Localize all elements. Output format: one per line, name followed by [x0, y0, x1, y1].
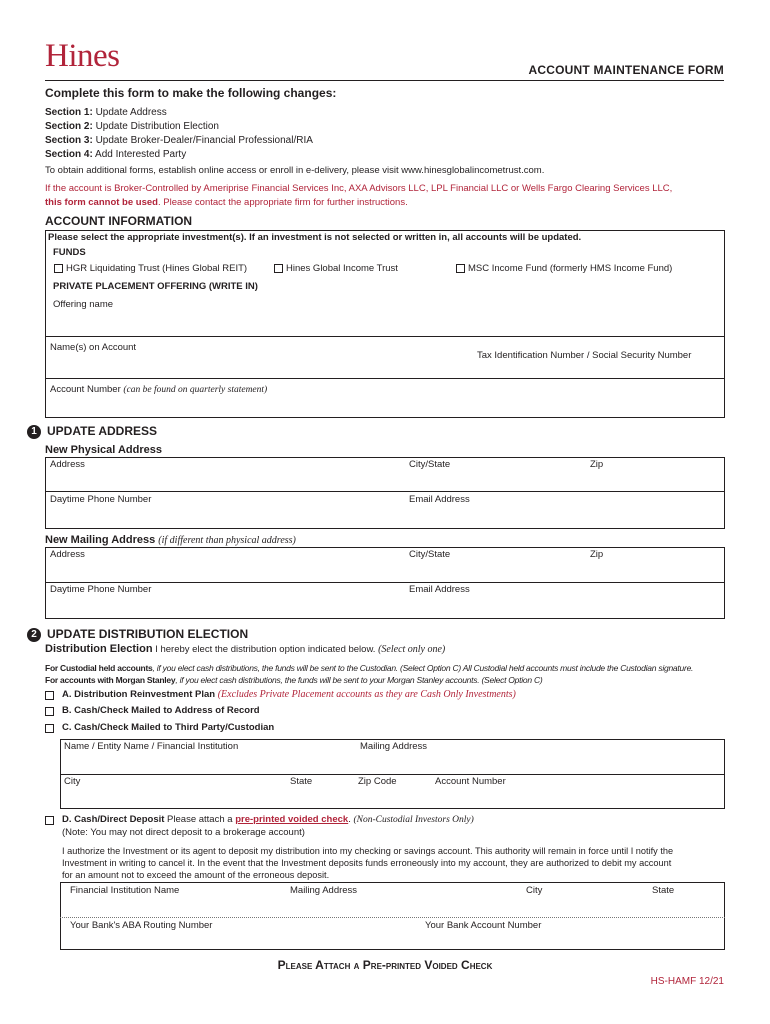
voided-check-link[interactable]: pre-printed voided check	[235, 814, 349, 825]
bank-state-field[interactable]: State	[652, 885, 675, 896]
bank-account-field[interactable]: Your Bank Account Number	[425, 920, 542, 931]
account-number-field[interactable]: Account Number (can be found on quarterly statement)	[50, 384, 268, 395]
mailing-address-heading: New Mailing Address (if different than physical address)	[45, 534, 296, 546]
option-c-checkbox[interactable]	[45, 724, 54, 733]
physical-email-field[interactable]: Email Address	[409, 494, 470, 505]
fund-label-msc: MSC Income Fund (formerly HMS Income Fund)	[468, 263, 673, 274]
authorization-text: I authorize the Investment or its agent to deposit my distribution into my checking or savings account. This authority will remain in force until I notify the Investment in writing to cancel it. In the event that the Investment deposits funds erroneously into my account, they are authorized to debit my account for an amount not to exceed the amount of the erroneous deposit.	[62, 846, 674, 880]
divider	[45, 582, 725, 583]
divider	[45, 378, 725, 379]
form-title: ACCOUNT MAINTENANCE FORM	[528, 63, 724, 77]
mailing-address-field[interactable]: Address	[50, 549, 85, 560]
mailing-address-box	[45, 547, 725, 619]
section-list-item: Section 4: Add Interested Party	[45, 149, 187, 160]
bank-mailing-field[interactable]: Mailing Address	[290, 885, 358, 896]
third-party-city-field[interactable]: City	[64, 776, 81, 787]
custodial-note: For Custodial held accounts, if you elect cash distributions, the funds will be sent to the Custodian. (Select Option C) All Custodial held accounts must include the Custodian signature.	[45, 663, 694, 673]
option-b-checkbox[interactable]	[45, 707, 54, 716]
section-number-badge: 1	[27, 425, 41, 439]
divider	[45, 336, 725, 337]
funds-label: FUNDS	[53, 247, 86, 258]
broker-warning: If the account is Broker-Controlled by Ameriprise Financial Services Inc, AXA Advisors LLC, LPL Financial LLC or Wells Fargo Clearing Services LLC, this form cannot be used. Please contact the appropriate firm for further instructions.	[45, 183, 673, 208]
physical-address-box	[45, 457, 725, 529]
section-list-item: Section 3: Update Broker-Dealer/Financial Professional/RIA	[45, 135, 313, 146]
physical-address-heading: New Physical Address	[45, 444, 162, 456]
mailing-city-state-field[interactable]: City/State	[409, 549, 451, 560]
hines-logo: Hines	[45, 38, 120, 74]
physical-address-field[interactable]: Address	[50, 459, 85, 470]
section-number-badge: 2	[27, 628, 41, 642]
third-party-account-field[interactable]: Account Number	[435, 776, 506, 787]
mailing-email-field[interactable]: Email Address	[409, 584, 470, 595]
option-c-label: C. Cash/Check Mailed to Third Party/Custodian	[62, 722, 275, 733]
divider	[60, 917, 725, 918]
morgan-stanley-note: For accounts with Morgan Stanley, if you elect cash distributions, the funds will be sent to your Morgan Stanley accounts. (Select Option C)	[45, 675, 543, 685]
section2-heading: 2 UPDATE DISTRIBUTION ELECTION	[27, 627, 248, 642]
physical-city-state-field[interactable]: City/State	[409, 459, 451, 470]
header-divider	[45, 80, 724, 81]
third-party-state-field[interactable]: State	[290, 776, 313, 787]
intro-heading: Complete this form to make the following changes:	[45, 86, 337, 100]
distribution-election-line: Distribution Election I hereby elect the distribution option indicated below. (Select only one)	[45, 643, 446, 655]
mailing-phone-field[interactable]: Daytime Phone Number	[50, 584, 152, 595]
bank-institution-field[interactable]: Financial Institution Name	[70, 885, 180, 896]
additional-forms-text: To obtain additional forms, establish online access or enroll in e-delivery, please visit www.hinesglobalincometrust.com.	[45, 165, 545, 176]
form-code: HS-HAMF 12/21	[650, 976, 724, 987]
offering-name-field[interactable]: Offering name	[53, 299, 114, 310]
tax-id-field[interactable]: Tax Identification Number / Social Security Number	[477, 350, 692, 361]
mailing-zip-field[interactable]: Zip	[590, 549, 604, 560]
section-list-item: Section 2: Update Distribution Election	[45, 121, 219, 132]
fund-label-hgr: HGR Liquidating Trust (Hines Global REIT)	[66, 263, 248, 274]
option-d-note: (Note: You may not direct deposit to a brokerage account)	[62, 827, 305, 838]
section1-heading: 1 UPDATE ADDRESS	[27, 424, 157, 439]
bank-city-field[interactable]: City	[526, 885, 543, 896]
divider	[60, 774, 725, 775]
names-on-account-field[interactable]: Name(s) on Account	[50, 342, 137, 353]
fund-checkbox-hgr[interactable]	[54, 264, 63, 273]
option-a-checkbox[interactable]	[45, 691, 54, 700]
investment-instruction: Please select the appropriate investment(s). If an investment is not selected or written in, all accounts will be updated.	[48, 232, 582, 243]
bank-aba-field[interactable]: Your Bank's ABA Routing Number	[70, 920, 213, 931]
fund-checkbox-msc[interactable]	[456, 264, 465, 273]
option-a-label: A. Distribution Reinvestment Plan (Excludes Private Placement accounts as they are Cash Only Investments)	[62, 689, 516, 700]
account-info-heading: ACCOUNT INFORMATION	[45, 214, 193, 228]
option-d-checkbox[interactable]	[45, 816, 54, 825]
physical-zip-field[interactable]: Zip	[590, 459, 604, 470]
private-placement-label: PRIVATE PLACEMENT OFFERING (WRITE IN)	[53, 281, 258, 292]
voided-check-instruction: Please Attach a Pre-printed Voided Check	[277, 958, 493, 972]
third-party-name-field[interactable]: Name / Entity Name / Financial Institution	[64, 741, 239, 752]
fund-label-hgit: Hines Global Income Trust	[286, 263, 398, 274]
section-list-item: Section 1: Update Address	[45, 107, 167, 118]
third-party-mailing-field[interactable]: Mailing Address	[360, 741, 428, 752]
third-party-zip-field[interactable]: Zip Code	[358, 776, 397, 787]
option-b-label: B. Cash/Check Mailed to Address of Record	[62, 705, 260, 716]
fund-checkbox-hgit[interactable]	[274, 264, 283, 273]
divider	[45, 491, 725, 492]
option-d-label: D. Cash/Direct Deposit Please attach a pre-printed voided check. (Non-Custodial Investors Only)	[62, 814, 474, 825]
physical-phone-field[interactable]: Daytime Phone Number	[50, 494, 152, 505]
